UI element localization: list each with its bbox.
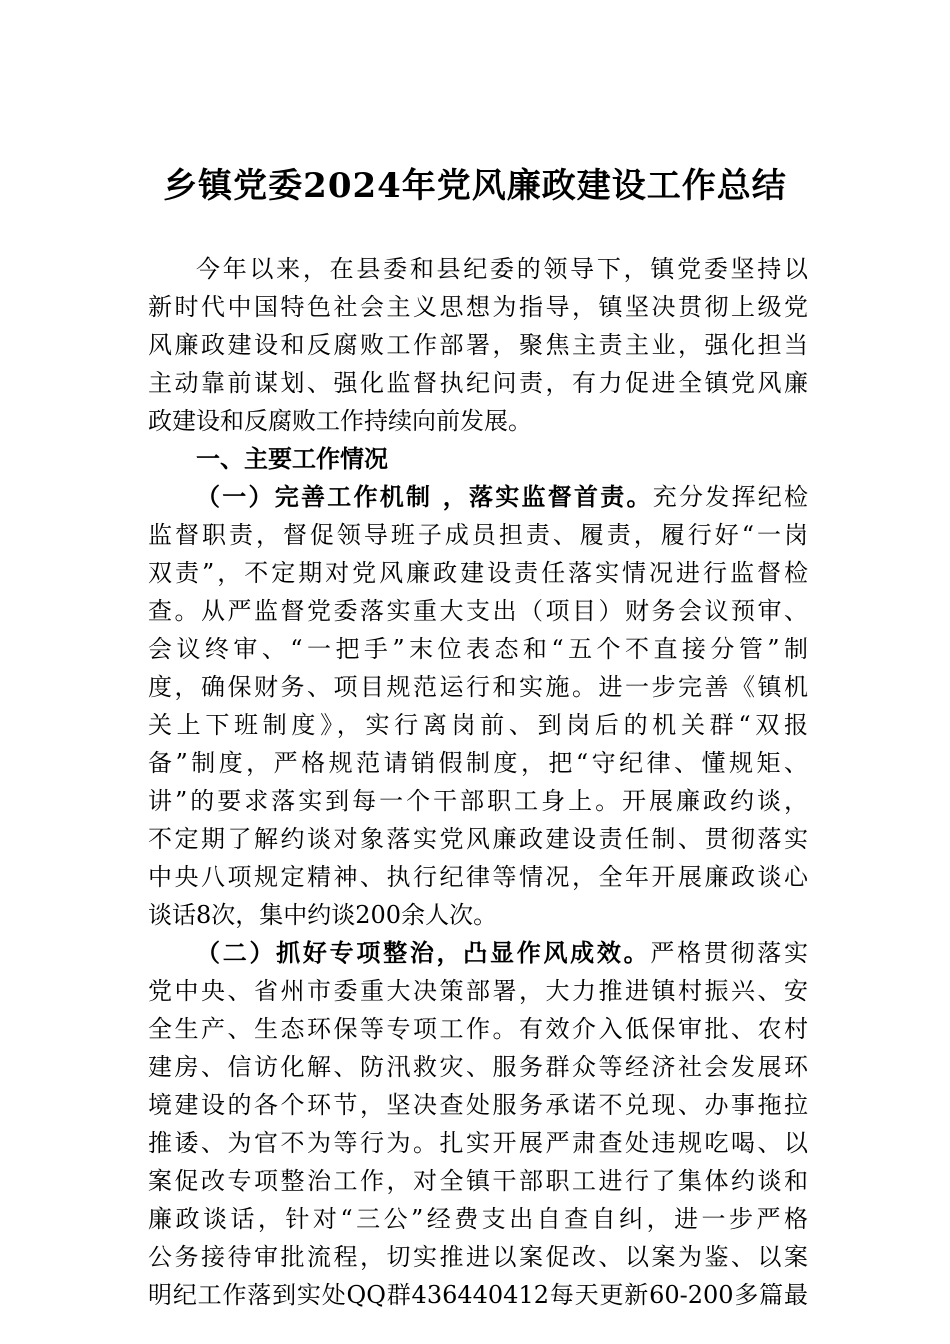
intro-line: 政建设和反腐败工作持续向前发展。 <box>148 407 532 435</box>
body-line: 不定期了解约谈对象落实党风廉政建设责任制、贯彻落实 <box>148 825 808 853</box>
subsection-first-line <box>196 934 808 972</box>
body-line: 党中央、省州市委重大决策部署，大力推进镇村振兴、安 <box>148 977 808 1005</box>
body-line: 监督职责，督促领导班子成员担责、履责，履行好“一岗 <box>148 521 808 549</box>
body-line: 谈话8次，集中约谈200余人次。 <box>148 901 498 929</box>
body-line: 境建设的各个环节，坚决查处服务承诺不兑现、办事拖拉 <box>148 1091 808 1119</box>
subsection-heading: （二）抓好专项整治，凸显作风成效。 <box>196 938 651 967</box>
body-line: 中央八项规定精神、执行纪律等情况，全年开展廉政谈心 <box>148 863 808 891</box>
body-line: 明纪工作落到实处QQ群436440412每天更新60-200多篇最 <box>148 1281 808 1309</box>
body-line: 全生产、生态环保等专项工作。有效介入低保审批、农村 <box>148 1015 808 1043</box>
body-line: 会议终审、“一把手”末位表态和“五个不直接分管”制 <box>148 635 808 663</box>
intro-line: 今年以来，在县委和县纪委的领导下，镇党委坚持以 <box>196 255 808 283</box>
body-line: 关上下班制度》，实行离岗前、到岗后的机关群“双报 <box>148 711 808 739</box>
section-heading: 一、主要工作情况 <box>196 445 388 473</box>
body-line: 讲”的要求落实到每一个干部职工身上。开展廉政约谈， <box>148 787 808 815</box>
body-line: 公务接待审批流程，切实推进以案促改、以案为鉴、以案 <box>148 1243 808 1271</box>
intro-line: 风廉政建设和反腐败工作部署，聚焦主责主业，强化担当 <box>148 331 808 359</box>
body-line: 建房、信访化解、防汛救灾、服务群众等经济社会发展环 <box>148 1053 808 1081</box>
intro-line: 新时代中国特色社会主义思想为指导，镇坚决贯彻上级党 <box>148 293 808 321</box>
intro-line: 主动靠前谋划、强化监督执纪问责，有力促进全镇党风廉 <box>148 369 808 397</box>
body-line: 度，确保财务、项目规范运行和实施。进一步完善《镇机 <box>148 673 808 701</box>
body-line: 双责”，不定期对党风廉政建设责任落实情况进行监督检 <box>148 559 808 587</box>
body-line: 备”制度，严格规范请销假制度，把“守纪律、懂规矩、 <box>148 749 808 777</box>
body-line: 廉政谈话，针对“三公”经费支出自查自纠，进一步严格 <box>148 1205 808 1233</box>
subsection-heading: （一）完善工作机制 ，落实监督首责。 <box>196 482 653 511</box>
subsection-text: 严格贯彻落实 <box>650 939 809 967</box>
body-line: 案促改专项整治工作，对全镇干部职工进行了集体约谈和 <box>148 1167 808 1195</box>
body-line: 查。从严监督党委落实重大支出（项目）财务会议预审、 <box>148 597 808 625</box>
body-line: 推诿、为官不为等行为。扎实开展严肃查处违规吃喝、以 <box>148 1129 808 1157</box>
document-title: 乡镇党委2024年党风廉政建设工作总结 <box>163 166 787 206</box>
subsection-first-line <box>196 478 808 516</box>
subsection-text: 充分发挥纪检 <box>652 483 809 511</box>
